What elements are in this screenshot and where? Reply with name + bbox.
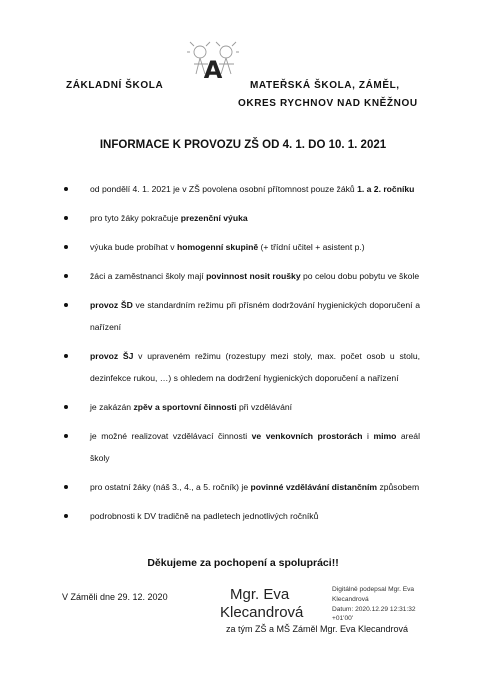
header-left: ZÁKLADNÍ ŠKOLA: [66, 80, 164, 91]
team-line: za tým ZŠ a MŠ Záměl Mgr. Eva Klecandrová: [226, 624, 409, 634]
date-line: V Záměli dne 29. 12. 2020: [62, 592, 168, 602]
bullet-icon: [64, 216, 68, 220]
item-text: areál školy: [90, 431, 420, 463]
item-text: je zakázán: [90, 402, 134, 412]
bullet-icon: [64, 405, 68, 409]
item-text: od pondělí 4. 1. 2021 je v ZŠ povolena osobní přítomnost pouze žáků: [90, 184, 358, 194]
item-bold: homogenní skupině: [176, 242, 259, 252]
sig-meta-line: Datum: 2020.12.29 12:31:32: [332, 605, 416, 613]
item-text: (+ třídní učitel + asistent p.): [258, 242, 365, 252]
thanks-text: Děkujeme za pochopení a spolupráci!!: [147, 557, 339, 569]
item-text: pro ostatní žáky (náš 3., 4., a 5. ročník) je: [90, 482, 251, 492]
list-item: [64, 476, 420, 498]
sig-meta-line: Digitálně podepsal Mgr. Eva: [332, 586, 415, 593]
bullet-icon: [64, 434, 68, 438]
bullet-icon: [64, 274, 68, 278]
bullet-icon: [64, 485, 68, 489]
item-bold: ve venkovních prostorách: [251, 431, 363, 441]
item-bold: provoz ŠD: [90, 300, 133, 310]
item-text: je možné realizovat vzdělávací činnosti: [90, 431, 252, 441]
list-item: [64, 178, 420, 200]
item-text: způsobem: [377, 482, 420, 492]
item-text: po celou dobu pobytu ve škole: [300, 271, 420, 281]
item-text: v upraveném režimu (rozestupy mezi stoly, max. počet osob u stolu, dezinfekce rukou, …) s ohledem na dodržení hygienických doporučení a nařízení: [90, 351, 420, 383]
signature-line2: Klecandrová: [220, 604, 304, 621]
bullet-icon: [64, 245, 68, 249]
sig-meta-line: Klecandrová: [332, 595, 369, 603]
list-item: [64, 236, 420, 258]
info-list: [64, 178, 420, 527]
item-text: výuka bude probíhat v: [90, 242, 177, 252]
list-item: [64, 396, 420, 418]
page-title: INFORMACE K PROVOZU ZŠ OD 4. 1. DO 10. 1. 2021: [99, 139, 387, 151]
school-logo: [178, 40, 248, 100]
item-bold: provoz ŠJ: [90, 351, 134, 361]
bullet-icon: [64, 354, 68, 358]
item-text: ve standardním režimu při přísném dodržování hygienických doporučení a nařízení: [90, 300, 420, 332]
signature-line1: Mgr. Eva: [230, 586, 290, 603]
item-text: i: [362, 431, 374, 441]
list-item: [64, 345, 420, 389]
header-right-line1: MATEŘSKÁ ŠKOLA, ZÁMĚL,: [250, 80, 400, 91]
bullet-icon: [64, 187, 68, 191]
list-item: [64, 294, 420, 338]
list-item: [64, 505, 420, 527]
item-bold: povinnost nosit roušky: [206, 271, 301, 281]
sig-meta-line: +01'00': [332, 615, 354, 623]
item-bold: 1. a 2. ročníku: [357, 184, 415, 194]
item-bold: mimo: [373, 431, 397, 441]
item-bold: povinné vzdělávání distančním: [250, 482, 378, 492]
list-item: [64, 425, 420, 469]
item-text: pro tyto žáky pokračuje: [90, 213, 181, 223]
bullet-icon: [64, 303, 68, 307]
item-bold: zpěv a sportovní činnosti: [133, 402, 237, 412]
digital-signature-info: [332, 585, 442, 624]
item-text: žáci a zaměstnanci školy mají: [90, 271, 207, 281]
header-right-line2: OKRES RYCHNOV NAD KNĚŽNOU: [238, 98, 418, 109]
item-text: podrobnosti k DV tradičně na padletech jednotlivých ročníků: [90, 511, 319, 521]
item-bold: prezenční výuka: [180, 213, 248, 223]
list-item: [64, 207, 420, 229]
item-text: při vzdělávání: [236, 402, 293, 412]
logo-letter: A: [203, 56, 223, 84]
list-item: [64, 265, 420, 287]
bullet-icon: [64, 514, 68, 518]
